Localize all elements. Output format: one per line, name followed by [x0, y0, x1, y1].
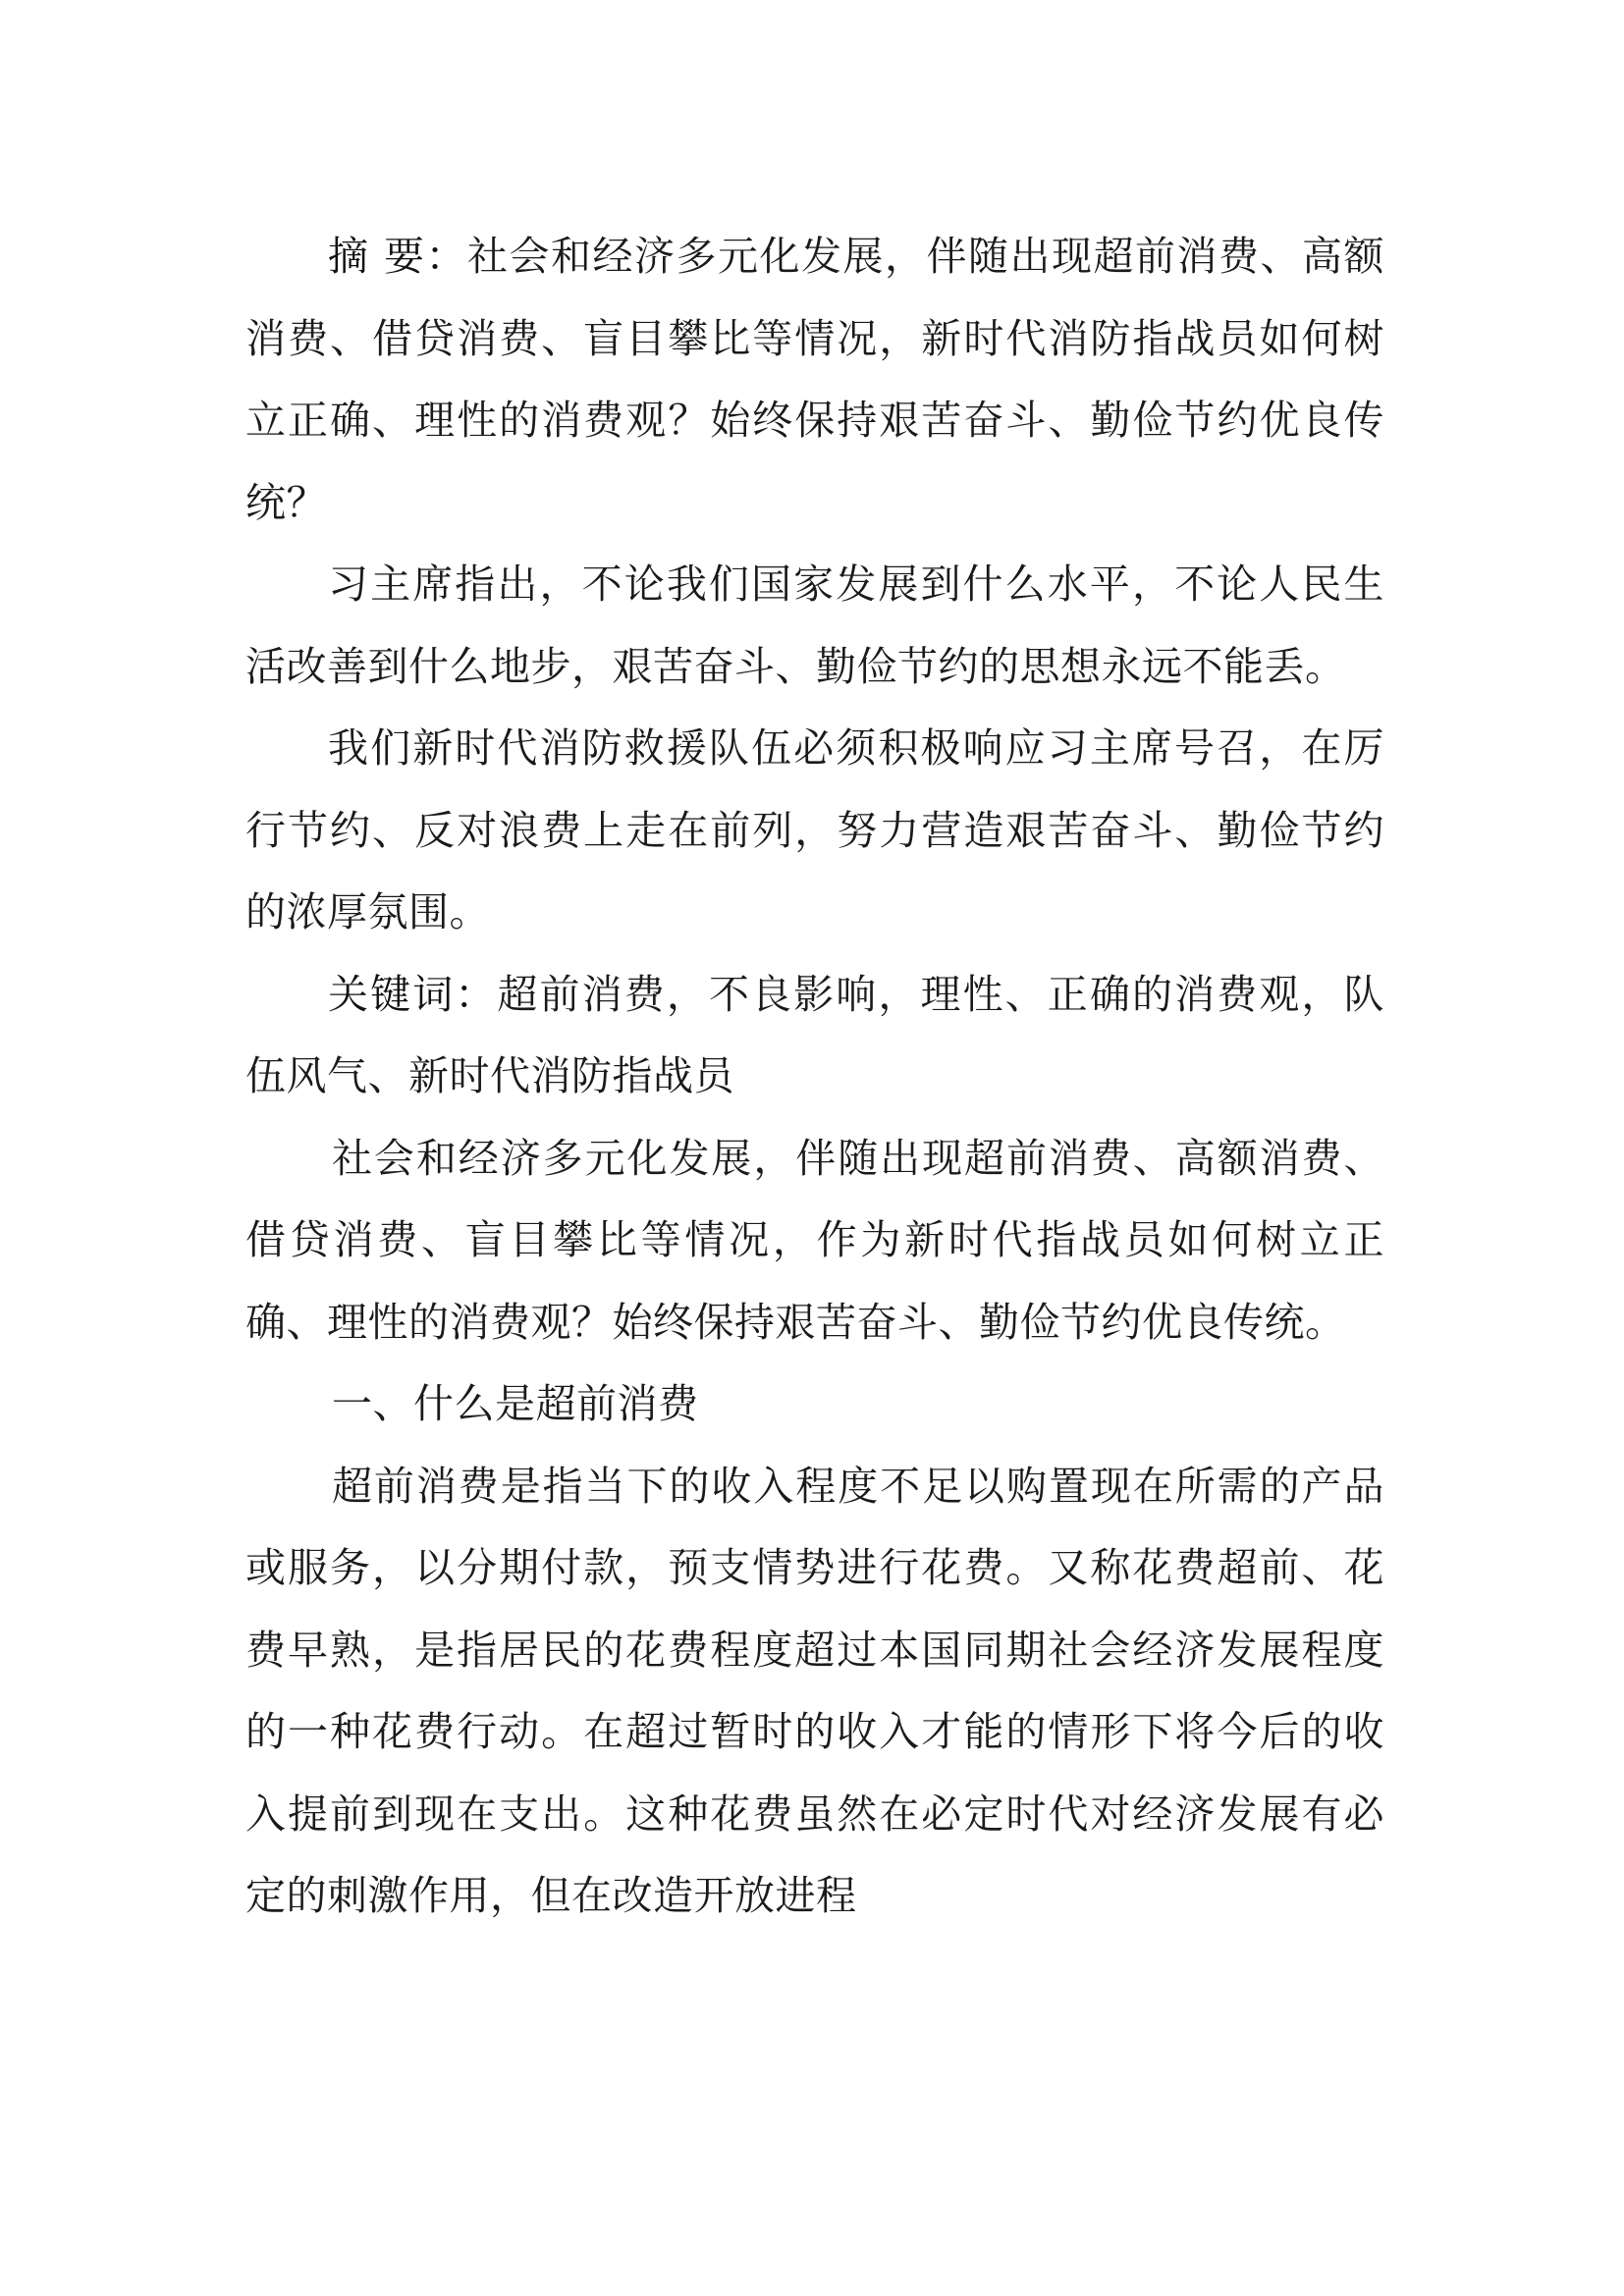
quote-paragraph: 习主席指出，不论我们国家发展到什么水平，不论人民生活改善到什么地步，艰苦奋斗、勤俭节约的思想永远不能丢。: [245, 561, 1384, 690]
intro-paragraph: 社会和经济多元化发展，伴随出现超前消费、高额消费、借贷消费、盲目攀比等情况，作为新时代指战员如何树立正确、理性的消费观？始终保持艰苦奋斗、勤俭节约优良传统。: [245, 1134, 1384, 1346]
abstract-label: 摘 要：: [328, 233, 468, 280]
keywords-paragraph: [245, 954, 1384, 1118]
section-1-heading: 一、什么是超前消费: [332, 1380, 699, 1427]
keywords-text: 超前消费，不良影响，理性、正确的消费观，队伍风气、新时代消防指战员: [245, 970, 1385, 1099]
section-1-paragraph: 超前消费是指当下的收入程度不足以购置现在所需的产品或服务，以分期付款，预支情势进行花费。又称花费超前、花费早熟，是指居民的花费程度超过本国同期社会经济发展程度的一种花费行动。在超过暂时的收入才能的情形下将今后的收入提前到现在支出。这种花费虽然在必定时代对经济发展有必定的刺激作用，但在改造开放进程: [245, 1462, 1384, 1919]
abstract-paragraph: [245, 216, 1384, 544]
keywords-label: 关键词：: [328, 970, 498, 1018]
document-body: [245, 216, 1384, 1938]
call-paragraph: 我们新时代消防救援队伍必须积极响应习主席号召，在厉行节约、反对浪费上走在前列，努力营造艰苦奋斗、勤俭节约的浓厚氛围。: [245, 724, 1384, 935]
abstract-text: 社会和经济多元化发展，伴随出现超前消费、高额消费、借贷消费、盲目攀比等情况，新时代消防指战员如何树立正确、理性的消费观？始终保持艰苦奋斗、勤俭节约优良传统？: [245, 233, 1384, 526]
